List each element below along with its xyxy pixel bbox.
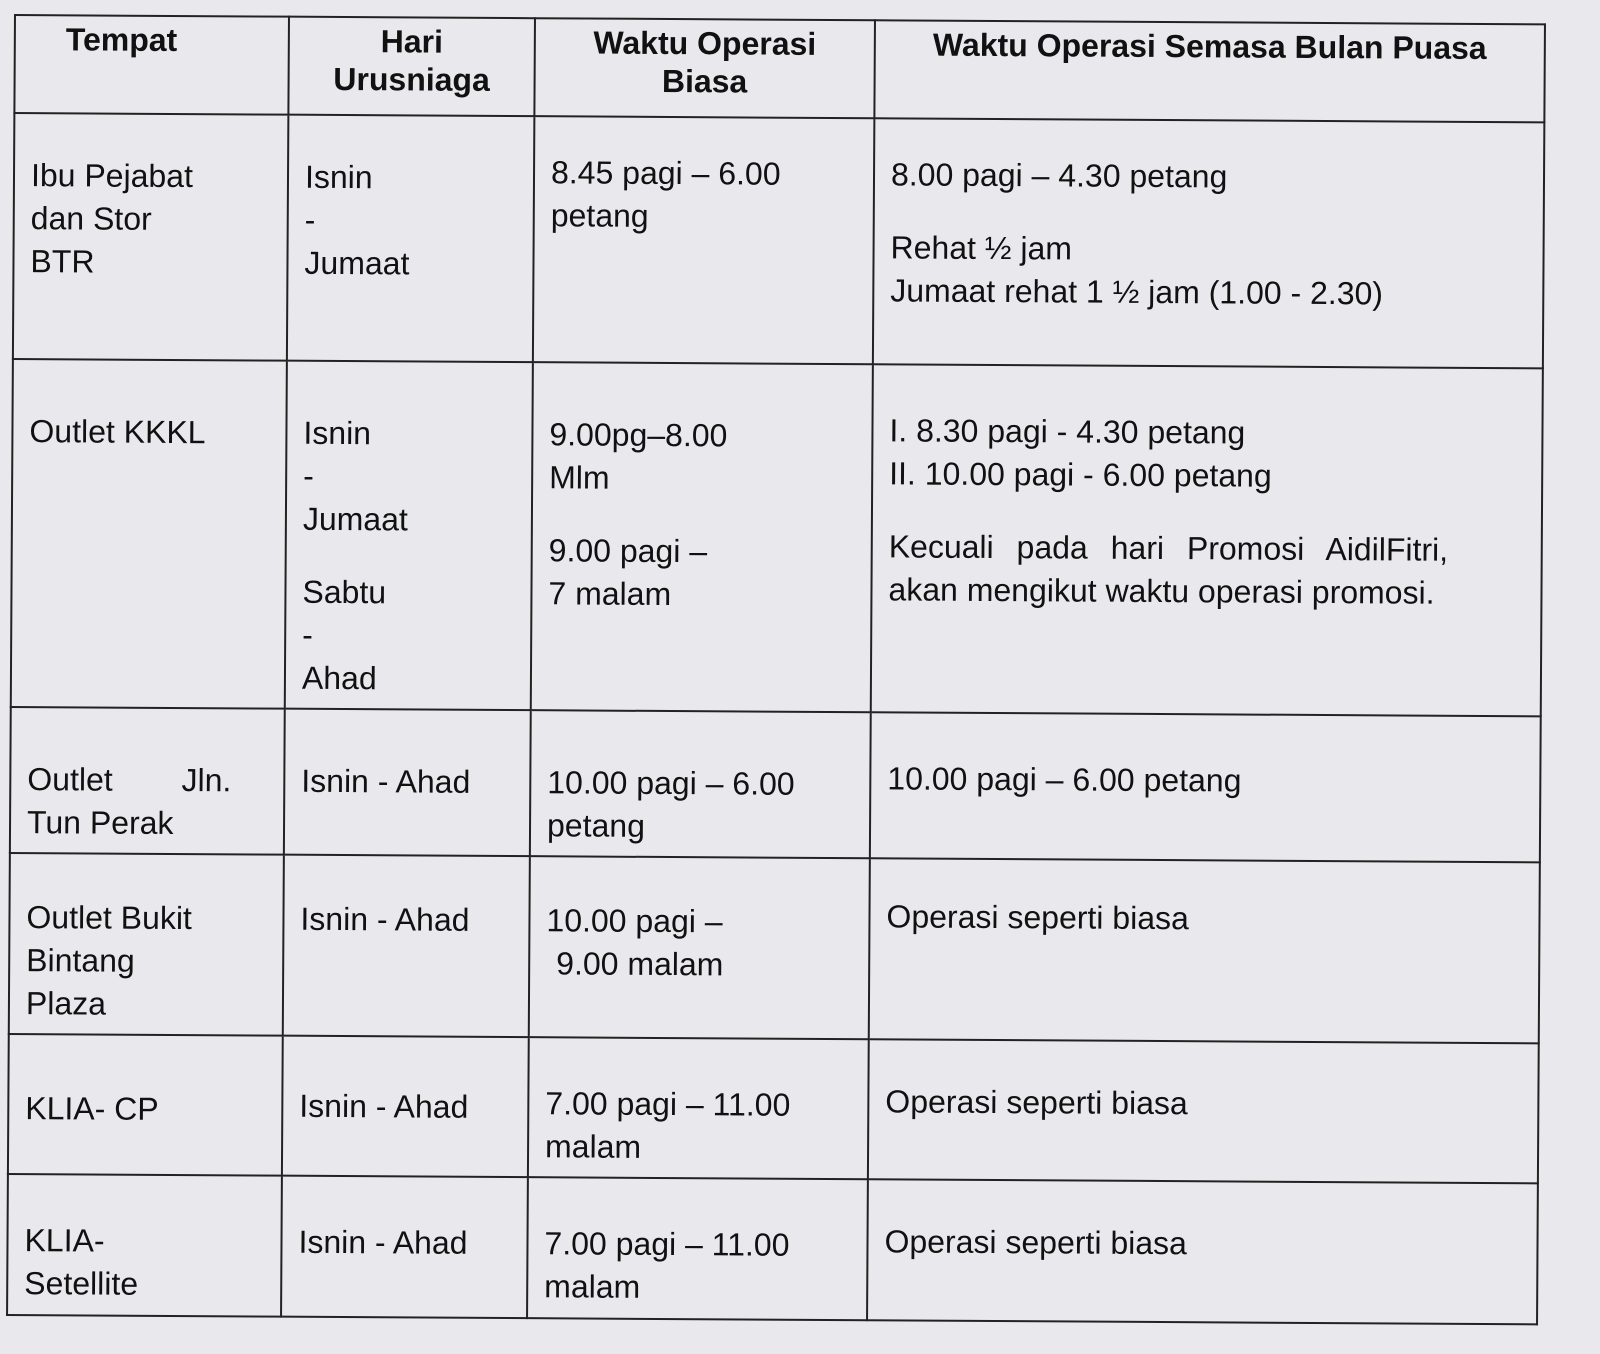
- text-line: Isnin -: [303, 414, 372, 494]
- text-line: KLIA-: [24, 1222, 105, 1259]
- text-line: Isnin - Ahad: [298, 1223, 468, 1261]
- cell-biasa: [530, 710, 871, 858]
- text-line: malam: [544, 1268, 641, 1305]
- text-line: petang: [550, 197, 649, 234]
- text-line: 9.00pg–8.00: [549, 416, 728, 454]
- text-line: II. 10.00 pagi - 6.00 petang: [889, 455, 1272, 494]
- text-line: 9.00 pagi –: [548, 532, 708, 570]
- text-line: 9.00 malam: [556, 945, 724, 983]
- table-row: [7, 1174, 1538, 1324]
- text-line: I. 8.30 pagi - 4.30 petang: [889, 412, 1246, 451]
- text-line: 10.00 pagi – 6.00: [547, 764, 795, 802]
- text-line: malam: [544, 1128, 642, 1165]
- text-line: Jumaat: [304, 244, 410, 282]
- text-line: Operasi seperti biasa: [886, 898, 1189, 937]
- cell-tempat: [10, 707, 285, 855]
- text-line: 10.00 pagi – 6.00 petang: [887, 760, 1242, 799]
- cell-tempat: [11, 359, 287, 709]
- text-line: akan mengikut waktu operasi promosi.: [888, 571, 1435, 611]
- text-line: Operasi seperti biasa: [884, 1223, 1187, 1262]
- text-line: Operasi seperti biasa: [885, 1083, 1188, 1122]
- table-row: [10, 707, 1541, 862]
- cell-tempat: [9, 853, 284, 1036]
- cell-puasa: [869, 858, 1540, 1043]
- cell-puasa: [870, 712, 1541, 862]
- header-waktu-puasa: Waktu Operasi Semasa Bulan Puasa: [874, 20, 1545, 122]
- text-line: Isnin - Ahad: [301, 762, 471, 800]
- header-waktu-biasa: Waktu Operasi Biasa: [534, 18, 875, 118]
- text-line: Jumaat rehat 1 ½ jam (1.00 - 2.30): [890, 272, 1384, 312]
- text-line: Bintang: [26, 942, 135, 979]
- cell-biasa: [533, 116, 874, 364]
- cell-tempat: [8, 1034, 283, 1176]
- header-hari: Hari Urusniaga: [288, 17, 535, 117]
- table-row: [13, 113, 1544, 368]
- text-line: Outlet KKKL: [29, 413, 206, 451]
- cell-tempat: [7, 1174, 282, 1317]
- text-line: Isnin - Ahad: [300, 900, 470, 938]
- text-line: Outlet Jln.: [27, 761, 232, 799]
- text-line: KLIA- CP: [25, 1090, 159, 1127]
- cell-hari: [282, 1036, 529, 1178]
- cell-hari: [281, 1176, 528, 1319]
- cell-tempat: [13, 113, 288, 361]
- operating-hours-table: [6, 14, 1546, 1325]
- table-row: [8, 1034, 1539, 1183]
- text-line: 7 malam: [548, 575, 672, 613]
- header-tempat: Tempat: [14, 15, 289, 115]
- cell-puasa: [867, 1179, 1538, 1324]
- text-line: Ahad: [301, 659, 377, 697]
- text-line: Kecuali pada hari Promosi AidilFitri,: [888, 528, 1449, 568]
- text-line: Setellite: [24, 1265, 139, 1302]
- text-line: Plaza: [25, 985, 107, 1022]
- cell-biasa: [529, 856, 870, 1039]
- cell-hari: [283, 855, 530, 1037]
- table-row: [11, 359, 1543, 716]
- text-line: Jumaat: [302, 500, 408, 538]
- text-line: 7.00 pagi – 11.00: [544, 1225, 790, 1263]
- cell-biasa: [527, 1177, 868, 1320]
- text-line: Isnin - Ahad: [299, 1087, 469, 1125]
- text-line: 7.00 pagi – 11.00: [545, 1085, 791, 1123]
- text-line: BTR: [30, 243, 95, 280]
- text-line: Tun Perak: [26, 804, 174, 841]
- header-row: [14, 15, 1545, 122]
- text-line: Isnin -: [304, 158, 373, 238]
- cell-puasa: [871, 364, 1543, 716]
- text-line: Outlet Bukit: [26, 899, 192, 937]
- text-line: Rehat ½ jam: [890, 229, 1073, 267]
- cell-puasa: [873, 118, 1544, 368]
- text-line: 8.45 pagi – 6.00: [550, 154, 781, 192]
- text-line: Mlm: [549, 459, 610, 496]
- text-line: petang: [546, 807, 646, 844]
- cell-biasa: [528, 1037, 869, 1179]
- text-line: Ibu Pejabat: [30, 157, 194, 195]
- text-line: 10.00 pagi –: [546, 902, 723, 940]
- text-line: dan Stor: [30, 200, 152, 237]
- cell-hari: [285, 361, 533, 710]
- table-row: [9, 853, 1540, 1043]
- cell-hari: [287, 115, 534, 362]
- cell-biasa: [531, 362, 873, 712]
- text-line: Sabtu -: [302, 573, 387, 653]
- cell-puasa: [868, 1039, 1539, 1183]
- text-line: 8.00 pagi – 4.30 petang: [890, 156, 1228, 195]
- cell-hari: [284, 709, 531, 857]
